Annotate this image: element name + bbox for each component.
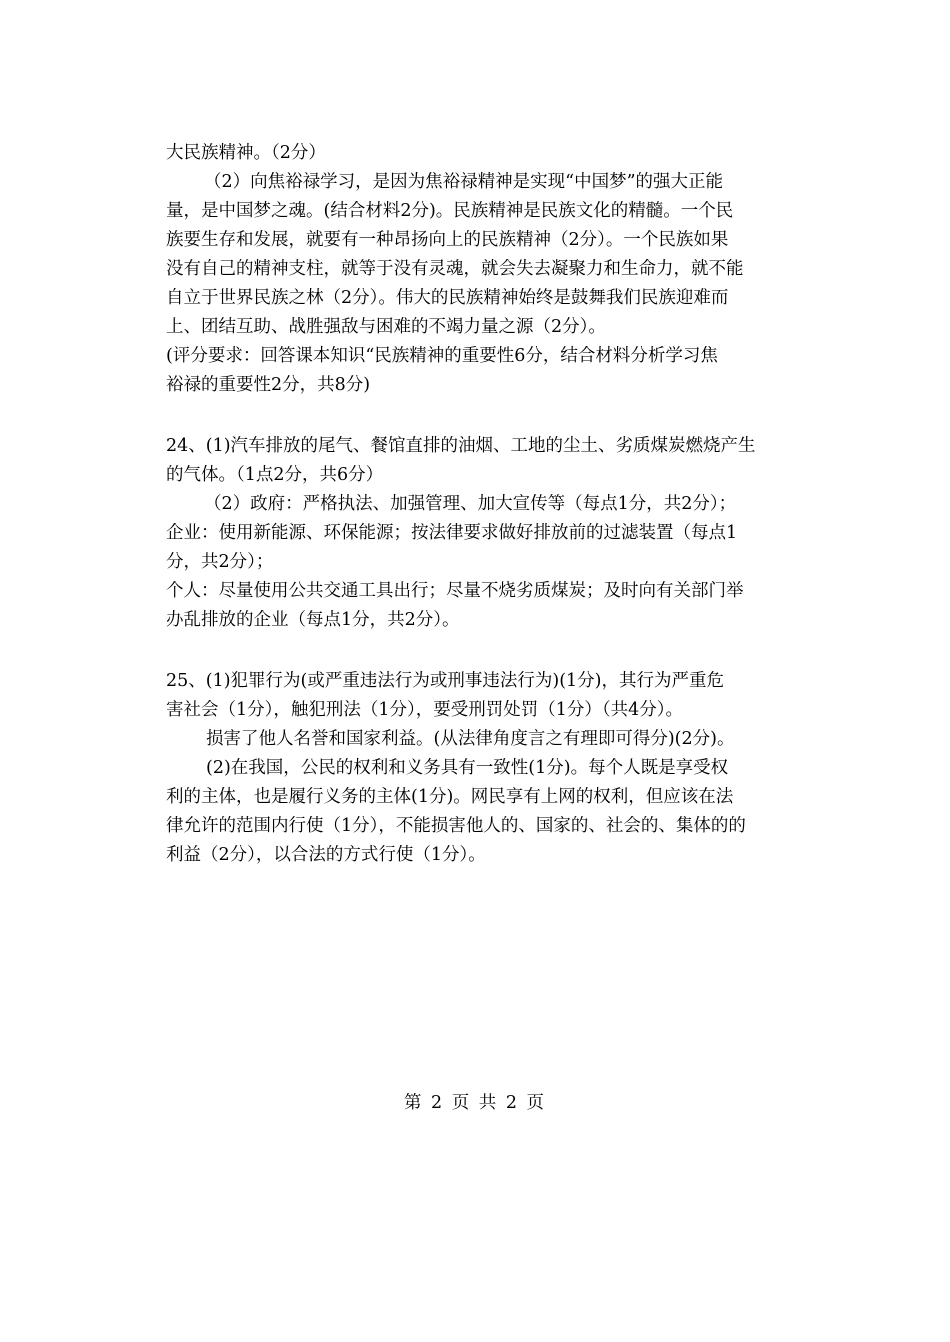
text-line: 自立于世界民族之林（2分）。伟大的民族精神始终是鼓舞我们民族迎难而 xyxy=(166,288,729,308)
paragraph-gap xyxy=(166,400,796,432)
text-line: 没有自己的精神支柱，就等于没有灵魂，就会失去凝聚力和生命力，就不能 xyxy=(166,259,744,279)
text-line: 分，共2分）； xyxy=(166,552,274,572)
text-line: 损害了他人名誉和国家利益。(从法律角度言之有理即可得分)(2分)。 xyxy=(206,729,735,749)
text-line: 上、团结互助、战胜强敌与困难的不竭力量之源（2分）。 xyxy=(166,317,606,337)
text-line: 量，是中国梦之魂。(结合材料2分)。民族精神是民族文化的精髓。一个民 xyxy=(166,201,734,221)
text-line: 族要生存和发展，就要有一种昂扬向上的民族精神（2分）。一个民族如果 xyxy=(166,230,729,250)
text-line: 办乱排放的企业（每点1分，共2分）。 xyxy=(166,610,460,630)
page-number: 第 2 页 共 2 页 xyxy=(403,1093,547,1113)
text-line: 利益（2分），以合法的方式行使（1分）。 xyxy=(166,845,486,865)
text-line: （2）政府：严格执法、加强管理、加大宣传等（每点1分，共2分）； xyxy=(204,494,737,514)
text-line: （2）向焦裕禄学习，是因为焦裕禄精神是实现“中国梦”的强大正能 xyxy=(204,172,724,192)
text-line: 个人：尽量使用公共交通工具出行；尽量不烧劣质煤炭；及时向有关部门举 xyxy=(166,581,744,601)
text-line: 24、(1)汽车排放的尾气、餐馆直排的油烟、工地的尘土、劣质煤炭燃烧产生 xyxy=(166,436,756,456)
text-line: 利的主体，也是履行义务的主体(1分)。网民享有上网的权利，但应该在法 xyxy=(166,787,734,807)
text-line: 企业：使用新能源、环保能源；按法律要求做好排放前的过滤装置（每点1 xyxy=(166,523,738,543)
text-line: 害社会（1分），触犯刑法（1分），要受刑罚处罚（1分）（共4分）。 xyxy=(166,700,684,720)
answer-content xyxy=(166,139,796,870)
text-line: 25、(1)犯罪行为(或严重违法行为或刑事违法行为)(1分)，其行为严重危 xyxy=(166,671,724,691)
text-line: 的气体。（1点2分，共6分） xyxy=(166,465,384,485)
text-line: 大民族精神。（2分） xyxy=(166,143,326,163)
text-line: 律允许的范围内行使（1分），不能损害他人的、国家的、社会的、集体的的 xyxy=(166,816,746,836)
paragraph-gap xyxy=(166,635,796,667)
text-line: (评分要求：回答课本知识“民族精神的重要性6分，结合材料分析学习焦 xyxy=(166,346,718,366)
text-line: (2)在我国，公民的权利和义务具有一致性(1分)。每个人既是享受权 xyxy=(206,758,729,778)
text-line: 裕禄的重要性2分，共8分) xyxy=(166,375,371,395)
